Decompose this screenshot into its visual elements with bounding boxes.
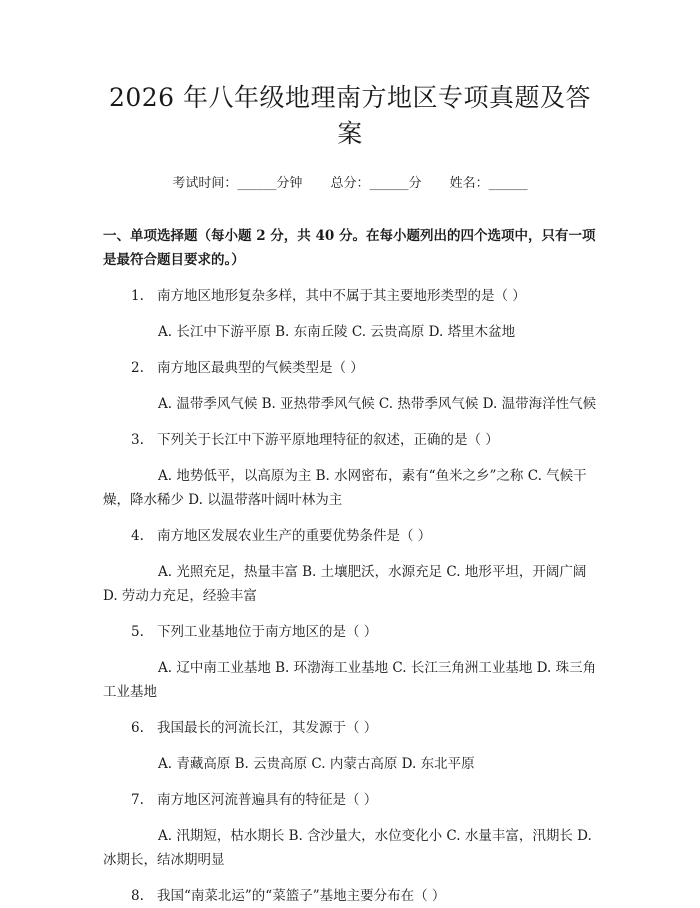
question-options: A. 青藏高原 B. 云贵高原 C. 内蒙古高原 D. 东北平原 [158,756,475,772]
exam-time-label: 考试时间： [172,176,238,191]
question-2 [103,356,597,416]
question-3 [103,428,597,512]
exam-time-blank: ______ [237,176,277,191]
question-stem: 我国最长的河流长江，其发源于（ ） [157,720,378,736]
question-options: A. 辽中南工业基地 B. 环渤海工业基地 C. 长江三角洲工业基地 D. 珠三角工业基地 [103,660,597,700]
student-name [450,176,528,191]
question-list [103,284,597,908]
exam-time [172,176,302,191]
question-number: 8. [131,888,144,904]
question-stem: 南方地区河流普遍具有的特征是（ ） [157,792,378,808]
exam-meta [103,174,597,194]
question-stem: 南方地区地形复杂多样，其中不属于其主要地形类型的是（ ） [157,288,526,304]
total-score [330,176,421,191]
question-number: 7. [131,792,144,808]
question-options: A. 光照充足，热量丰富 B. 土壤肥沃，水源充足 C. 地形平坦，开阔广阔 D. 劳动力充足，经验丰富 [103,564,587,604]
total-score-unit: 分 [408,176,422,191]
question-number: 6. [131,720,144,736]
question-options: A. 汛期短，枯水期长 B. 含沙量大，水位变化小 C. 水量丰富，汛期长 D. 冰期长，结冰期明显 [103,828,592,868]
question-7 [103,788,597,872]
question-options: A. 地势低平，以高原为主 B. 水网密布，素有“鱼米之乡”之称 C. 气候干燥，降水稀少 D. 以温带落叶阔叶林为主 [103,468,587,508]
question-stem: 我国“南菜北运”的“菜篮子”基地主要分布在（ ） [157,888,446,904]
question-1 [103,284,597,344]
question-number: 5. [131,624,144,640]
question-6 [103,716,597,776]
question-4 [103,524,597,608]
question-options: A. 长江中下游平原 B. 东南丘陵 C. 云贵高原 D. 塔里木盆地 [158,324,516,340]
total-score-label: 总分： [330,176,370,191]
question-number: 1. [131,288,144,304]
student-name-blank: ______ [488,176,528,191]
question-stem: 下列工业基地位于南方地区的是（ ） [157,624,378,640]
question-number: 4. [131,528,144,544]
total-score-blank: ______ [369,176,409,191]
question-stem: 下列关于长江中下游平原地理特征的叙述，正确的是（ ） [157,432,499,448]
page-title: 2026 年八年级地理南方地区专项真题及答案 [108,83,592,148]
exam-time-unit: 分钟 [276,176,303,191]
question-stem: 南方地区发展农业生产的重要优势条件是（ ） [157,528,432,544]
question-stem: 南方地区最典型的气候类型是（ ） [157,360,364,376]
question-number: 2. [131,360,144,376]
question-number: 3. [131,432,144,448]
question-5 [103,620,597,704]
section-heading: 一、单项选择题（每小题 2 分，共 40 分。在每小题列出的四个选项中，只有一项是最符合题目要求的。） [103,228,596,268]
student-name-label: 姓名： [449,176,489,191]
question-options: A. 温带季风气候 B. 亚热带季风气候 C. 热带季风气候 D. 温带海洋性气候 [158,396,597,412]
question-8 [103,884,597,908]
